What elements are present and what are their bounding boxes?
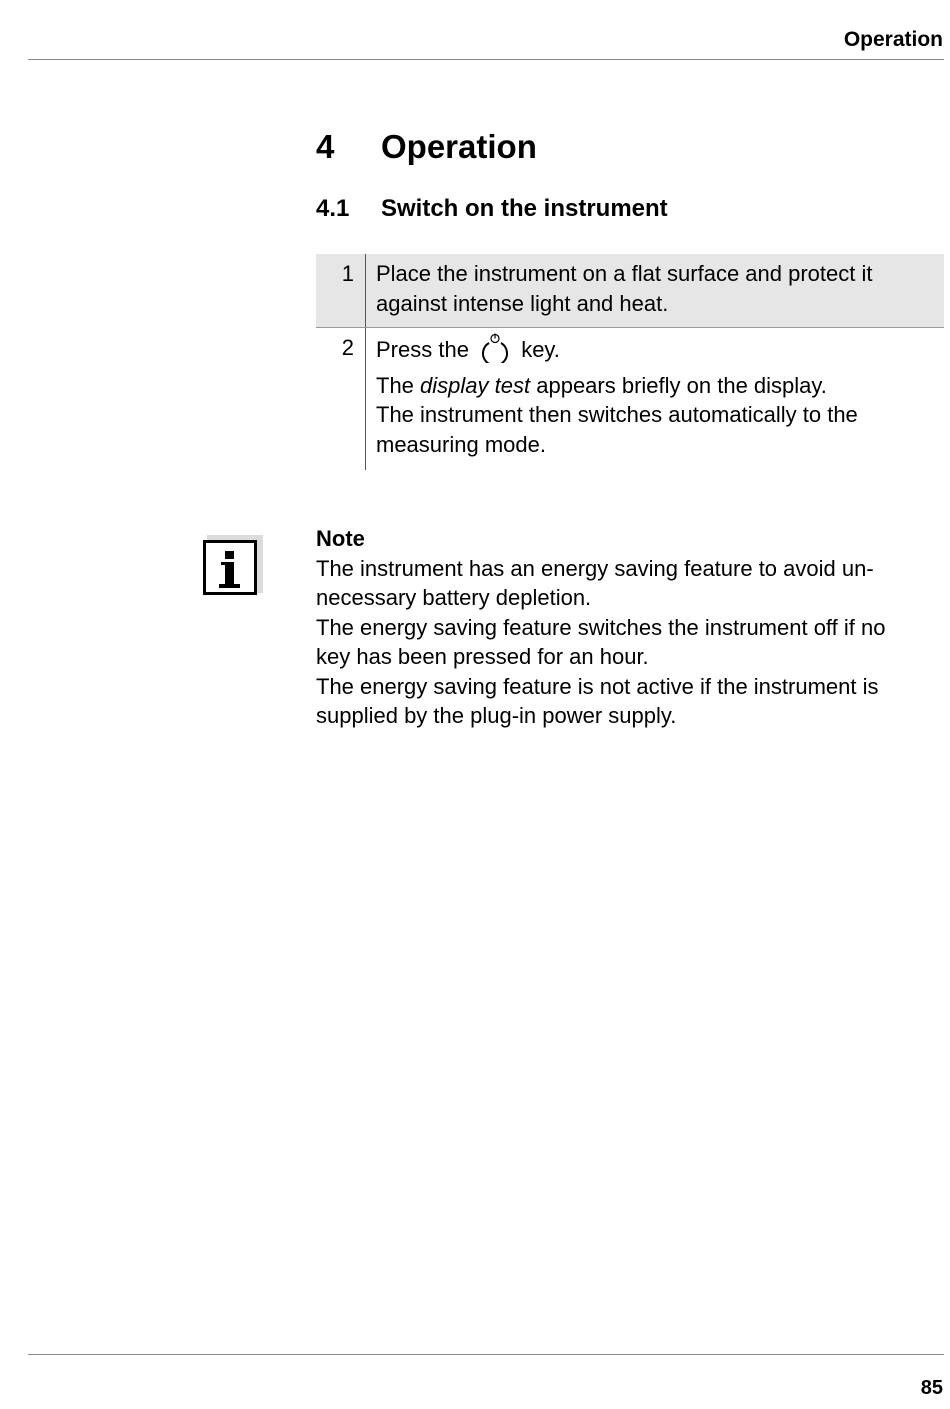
step-line: measuring mode. — [376, 431, 546, 457]
info-icon — [203, 535, 263, 597]
power-key-icon — [479, 333, 511, 371]
display-test-term: display test — [420, 372, 531, 398]
section-number: 4.1 — [316, 195, 350, 222]
step-number: 1 — [316, 254, 366, 328]
steps-table — [316, 254, 944, 470]
step-line: key. — [521, 337, 560, 363]
note-block — [316, 524, 944, 731]
note-line: necessary battery depletion. — [316, 585, 592, 610]
running-header-title: Operation — [843, 28, 943, 51]
step-row — [316, 254, 944, 328]
step-line: Press the — [376, 337, 469, 363]
page-number: 85 — [920, 1377, 943, 1399]
note-line: key has been pressed for an hour. — [316, 644, 649, 669]
section-heading — [316, 195, 668, 223]
note-line: The energy saving feature switches the instrument off if no — [316, 614, 886, 640]
footer-rule — [28, 1354, 944, 1355]
section-title: Switch on the instrument — [381, 195, 668, 222]
note-title: Note — [316, 526, 365, 551]
note-line: The instrument has an energy saving feature to avoid un- — [316, 555, 874, 581]
note-line: supplied by the plug-in power supply. — [316, 703, 677, 728]
step-row — [316, 328, 944, 470]
step-text — [366, 328, 945, 470]
step-line: appears briefly on the display. — [536, 372, 827, 398]
step-line: Place the instrument on a flat surface and protect it — [376, 261, 873, 286]
chapter-number: 4 — [316, 128, 335, 165]
chapter-title: Operation — [381, 128, 537, 165]
step-line: The instrument then switches automatically to the — [376, 402, 858, 428]
step-number: 2 — [316, 328, 366, 470]
step-line: The — [376, 372, 414, 398]
chapter-heading — [316, 128, 537, 166]
note-line: The energy saving feature is not active if the instrument is — [316, 673, 879, 699]
step-line: against intense light and heat. — [376, 290, 669, 316]
header-rule — [28, 59, 944, 60]
step-text — [366, 254, 945, 328]
